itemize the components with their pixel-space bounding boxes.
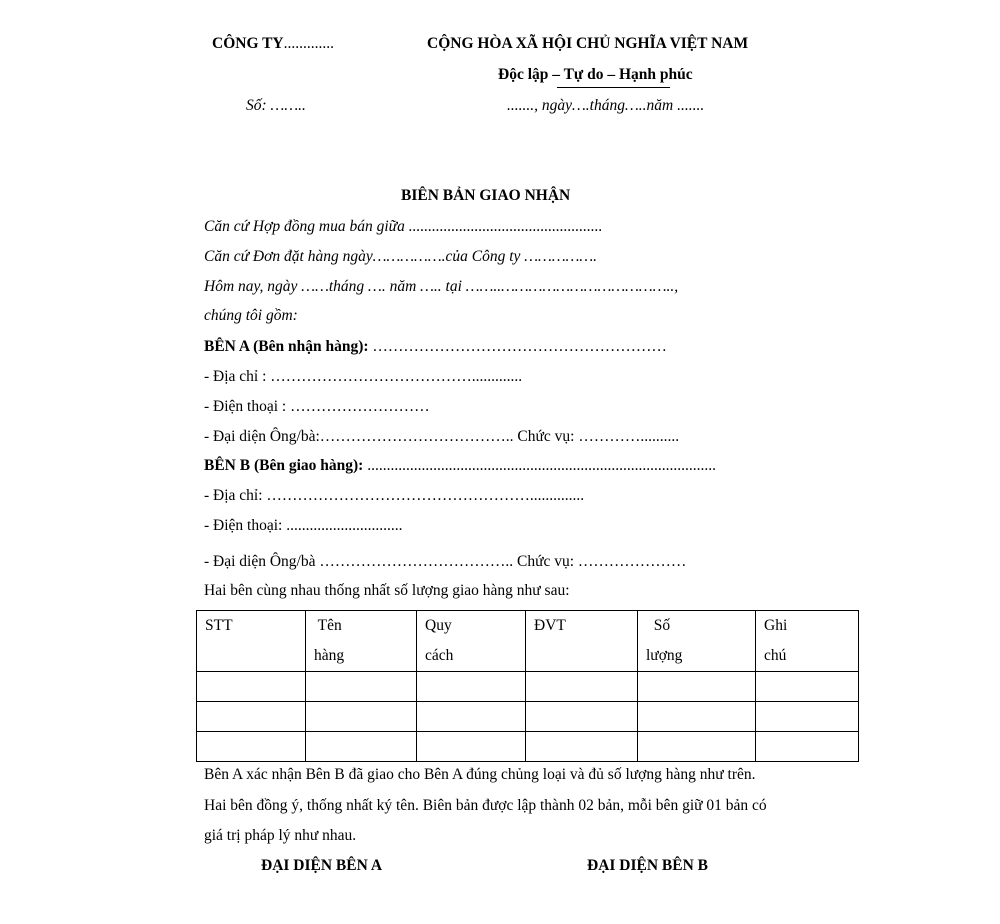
table-cell[interactable] <box>197 702 306 732</box>
agreement-text: Hai bên đồng ý, thống nhất ký tên. Biên bản được lập thành 02 bản, mỗi bên giữ 01 bản có <box>204 797 767 814</box>
meeting-date-place: Hôm nay, ngày ……tháng …. năm ….. tại ……..……………………………….., <box>204 278 679 295</box>
table-cell[interactable] <box>756 732 859 762</box>
party-b-address: - Địa chỉ: …………………………………………….............. <box>204 487 585 504</box>
document-number: Số: …….. <box>246 97 306 114</box>
table-cell[interactable] <box>306 732 417 762</box>
table-cell[interactable] <box>197 732 306 762</box>
basis-order: Căn cứ Đơn đặt hàng ngày…………….của Công ty ……………. <box>204 248 598 265</box>
company-dots: ............. <box>283 35 335 52</box>
party-a-address: - Địa chỉ : …………………………………............. <box>204 368 523 385</box>
header-cell-dvt: ĐVT <box>526 611 638 672</box>
party-b-representative: - Đại diện Ông/bà ……………………………….. Chức vụ: ………………… <box>204 553 687 570</box>
header-cell-so-luong: Số lượng <box>638 611 756 672</box>
table-header-row <box>197 611 859 672</box>
table-cell[interactable] <box>638 732 756 762</box>
table-cell[interactable] <box>756 702 859 732</box>
party-b-heading <box>204 457 716 476</box>
table-cell[interactable] <box>526 702 638 732</box>
company-line <box>212 35 334 54</box>
table-cell[interactable] <box>417 702 526 732</box>
table-cell[interactable] <box>197 672 306 702</box>
party-b-phone: - Điện thoại: .............................. <box>204 517 403 534</box>
party-b-label: BÊN B (Bên giao hàng): <box>204 457 364 474</box>
motto-underline <box>557 87 670 88</box>
table-cell[interactable] <box>417 732 526 762</box>
basis-contract: Căn cứ Hợp đồng mua bán giữa .................................................. <box>204 218 603 235</box>
party-a-phone: - Điện thoại : ……………………… <box>204 398 430 415</box>
table-cell[interactable] <box>306 672 417 702</box>
confirmation-text: Bên A xác nhận Bên B đã giao cho Bên A đúng chủng loại và đủ số lượng hàng như trên. <box>204 766 756 783</box>
table-cell[interactable] <box>526 732 638 762</box>
header-cell-quy-cach: Quy cách <box>417 611 526 672</box>
document-title: BIÊN BẢN GIAO NHẬN <box>401 187 571 204</box>
table-row <box>197 702 859 732</box>
nation-title: CỘNG HÒA XÃ HỘI CHỦ NGHĨA VIỆT NAM <box>427 35 749 52</box>
legal-validity-text: giá trị pháp lý như nhau. <box>204 827 357 844</box>
attendees-intro: chúng tôi gồm: <box>204 307 298 324</box>
signature-party-b: ĐẠI DIỆN BÊN B <box>587 857 709 874</box>
table-cell[interactable] <box>638 672 756 702</box>
agreement-intro: Hai bên cùng nhau thống nhất số lượng giao hàng như sau: <box>204 582 570 599</box>
header-cell-ghi-chu: Ghi chú <box>756 611 859 672</box>
motto: Độc lập – Tự do – Hạnh phúc <box>498 66 693 83</box>
goods-table <box>196 610 859 762</box>
header-cell-ten-hang: Tên hàng <box>306 611 417 672</box>
table-cell[interactable] <box>306 702 417 732</box>
party-a-representative: - Đại diện Ông/bà:……………………………….. Chức vụ: ………….......... <box>204 428 680 445</box>
date-line: ......., ngày….tháng…..năm ....... <box>507 97 705 114</box>
header-cell-stt: STT <box>197 611 306 672</box>
signature-party-a: ĐẠI DIỆN BÊN A <box>261 857 383 874</box>
party-a-fill: ………………………………………………… <box>368 338 667 355</box>
company-label: CÔNG TY <box>212 35 284 52</box>
party-a-heading <box>204 338 667 357</box>
table-cell[interactable] <box>638 702 756 732</box>
party-a-label: BÊN A (Bên nhận hàng): <box>204 338 369 355</box>
table-row <box>197 672 859 702</box>
party-b-fill: .......................................................................................... <box>363 457 716 474</box>
table-cell[interactable] <box>526 672 638 702</box>
table-cell[interactable] <box>756 672 859 702</box>
table-row <box>197 732 859 762</box>
table-cell[interactable] <box>417 672 526 702</box>
